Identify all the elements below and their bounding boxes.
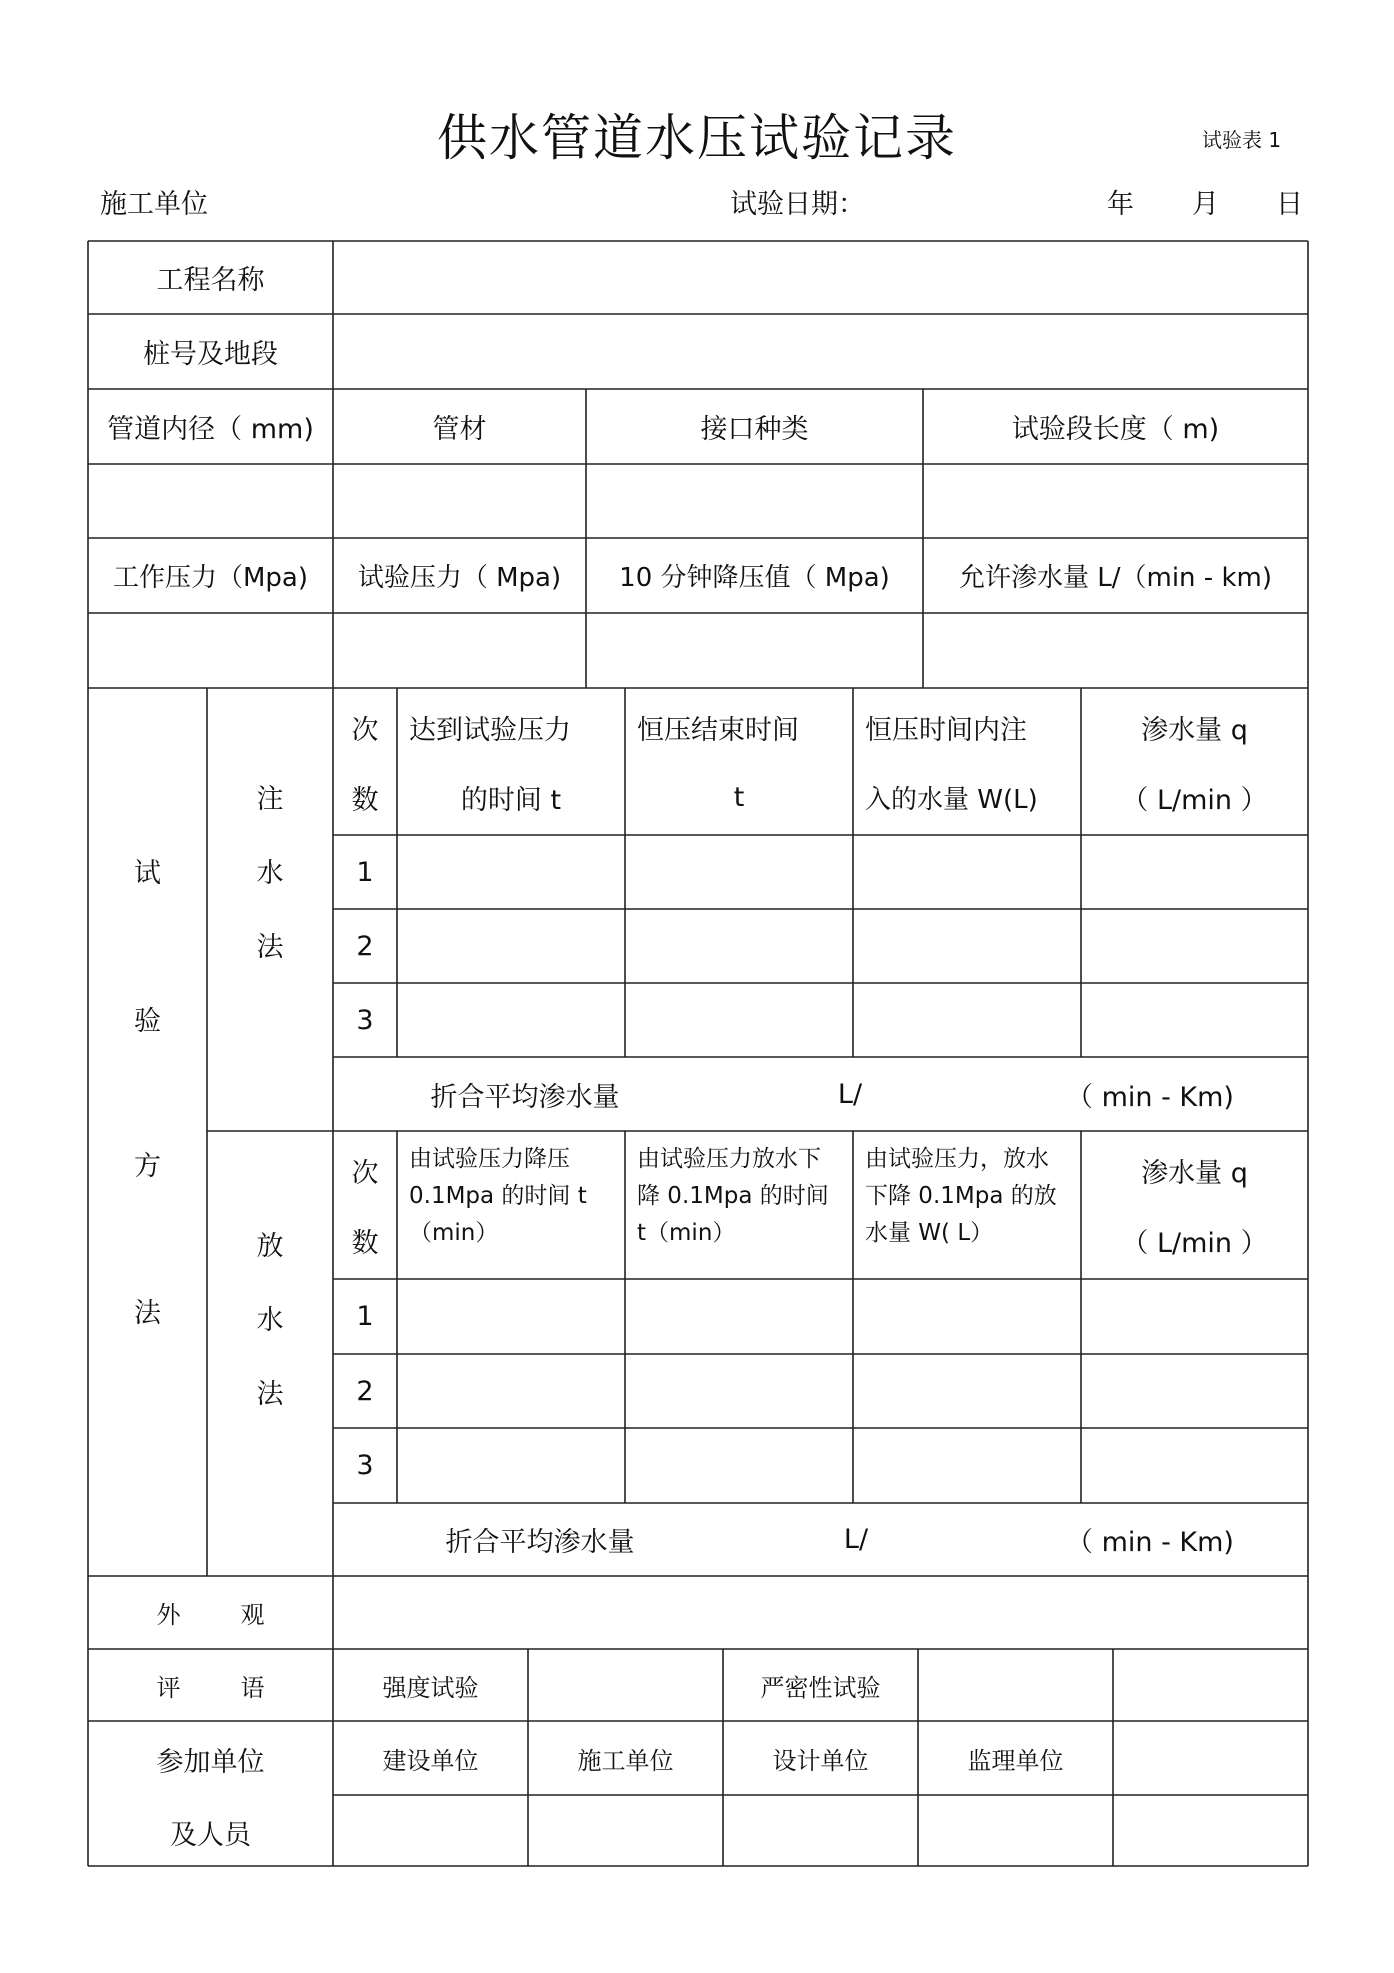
discharge-row-number: 2 bbox=[356, 1375, 374, 1407]
discharge-avg-unit: L/ bbox=[843, 1524, 869, 1555]
test-pressure-label: 试验压力（ Mpa) bbox=[357, 563, 562, 593]
pipe-material-label: 管材 bbox=[432, 414, 487, 445]
method-label-char: 法 bbox=[134, 1297, 161, 1329]
pressure-drop-label: 10 分钟降压值（ Mpa) bbox=[619, 563, 890, 593]
injection-water-header: 入的水量 W(L) bbox=[865, 784, 1038, 815]
appearance-label: 外观 bbox=[156, 1601, 325, 1629]
injection-avg-label: 折合平均渗水量 bbox=[430, 1081, 620, 1113]
discharge-avg-unit: （ min - Km) bbox=[1066, 1527, 1234, 1558]
injection-label-char: 水 bbox=[256, 857, 284, 889]
pipe-diameter-label: 管道内径（ mm) bbox=[107, 414, 314, 445]
discharge-water-header: 由试验压力，放水下降 0.1Mpa 的放水量 W( L） bbox=[865, 1146, 1057, 1246]
discharge-label-char: 法 bbox=[256, 1378, 284, 1410]
strength-test-value[interactable] bbox=[528, 1649, 723, 1721]
injection-seepage-header: （ L/min ） bbox=[1121, 784, 1268, 816]
injection-avg-unit: （ min - Km) bbox=[1066, 1081, 1234, 1113]
form-number: 试验表 1 bbox=[1202, 128, 1282, 152]
discharge-row-number: 1 bbox=[356, 1301, 374, 1332]
injection-end-time-header: t bbox=[733, 781, 745, 813]
injection-reach-time-header: 的时间 t bbox=[460, 784, 562, 816]
test-date-label: 试验日期： bbox=[730, 189, 865, 220]
pressure-drop-value[interactable] bbox=[586, 613, 923, 688]
stake-section-label: 桩号及地段 bbox=[143, 339, 278, 370]
test-length-label: 试验段长度（ m) bbox=[1011, 414, 1220, 445]
injection-avg-unit: L/ bbox=[837, 1078, 863, 1110]
method-label-char: 验 bbox=[134, 1005, 161, 1037]
page-title: 供水管道水压试验记录 bbox=[437, 109, 957, 167]
pipe-material-value[interactable] bbox=[333, 464, 586, 538]
discharge-seepage-header: （ L/min ） bbox=[1121, 1227, 1268, 1259]
construction-unit-label: 施工单位 bbox=[100, 189, 208, 220]
method-label-char: 方 bbox=[134, 1150, 161, 1182]
injection-water-header: 恒压时间内注 bbox=[865, 714, 1027, 746]
allowed-seepage-label: 允许渗水量 L/（min - km) bbox=[959, 563, 1272, 593]
allowed-seepage-value[interactable] bbox=[923, 613, 1308, 688]
joint-type-label: 接口种类 bbox=[700, 414, 809, 445]
injection-count-header: 次 bbox=[351, 714, 379, 746]
owner-unit-label: 建设单位 bbox=[382, 1746, 479, 1775]
participants-label: 及人员 bbox=[170, 1819, 251, 1851]
date-day-label: 日 bbox=[1276, 189, 1303, 220]
test-pressure-value[interactable] bbox=[333, 613, 586, 688]
injection-row-number: 2 bbox=[356, 930, 374, 962]
discharge-drop-time-header: 由试验压力放水下降 0.1Mpa 的时间 t（min） bbox=[637, 1146, 829, 1246]
injection-label-char: 法 bbox=[256, 931, 284, 963]
discharge-drop-time-header: 由试验压力降压 0.1Mpa 的时间 t （min） bbox=[409, 1146, 587, 1246]
discharge-row-number: 3 bbox=[356, 1450, 374, 1481]
contractor-unit-label: 施工单位 bbox=[577, 1746, 674, 1775]
project-name-value[interactable] bbox=[333, 241, 1308, 314]
injection-label-char: 注 bbox=[256, 783, 284, 815]
tightness-test-value[interactable] bbox=[918, 1649, 1113, 1721]
remarks-label: 评语 bbox=[156, 1673, 325, 1702]
supervisor-unit-label: 监理单位 bbox=[967, 1746, 1064, 1775]
participants-label: 参加单位 bbox=[156, 1746, 265, 1778]
discharge-avg-label: 折合平均渗水量 bbox=[445, 1527, 635, 1558]
date-month-label: 月 bbox=[1192, 189, 1219, 220]
injection-reach-time-header: 达到试验压力 bbox=[409, 714, 571, 746]
discharge-label-char: 放 bbox=[256, 1230, 284, 1262]
designer-unit-label: 设计单位 bbox=[772, 1746, 869, 1775]
injection-seepage-header: 渗水量 q bbox=[1141, 714, 1248, 746]
tightness-test-label: 严密性试验 bbox=[760, 1673, 881, 1702]
work-pressure-label: 工作压力（Mpa) bbox=[112, 563, 308, 593]
strength-test-label: 强度试验 bbox=[382, 1673, 479, 1702]
appearance-value[interactable] bbox=[333, 1576, 1308, 1649]
discharge-seepage-header: 渗水量 q bbox=[1141, 1157, 1248, 1189]
discharge-count-header: 数 bbox=[351, 1227, 379, 1259]
date-year-label: 年 bbox=[1107, 189, 1134, 220]
stake-section-value[interactable] bbox=[333, 314, 1308, 389]
project-name-label: 工程名称 bbox=[156, 265, 265, 296]
injection-row-number: 1 bbox=[356, 856, 374, 888]
pipe-diameter-value[interactable] bbox=[88, 464, 333, 538]
test-length-value[interactable] bbox=[923, 464, 1308, 538]
injection-row-number: 3 bbox=[356, 1004, 374, 1036]
discharge-label-char: 水 bbox=[256, 1304, 284, 1336]
discharge-count-header: 次 bbox=[351, 1157, 379, 1189]
work-pressure-value[interactable] bbox=[88, 613, 333, 688]
injection-count-header: 数 bbox=[351, 784, 379, 816]
method-label-char: 试 bbox=[134, 857, 161, 889]
injection-end-time-header: 恒压结束时间 bbox=[637, 714, 799, 746]
joint-type-value[interactable] bbox=[586, 464, 923, 538]
